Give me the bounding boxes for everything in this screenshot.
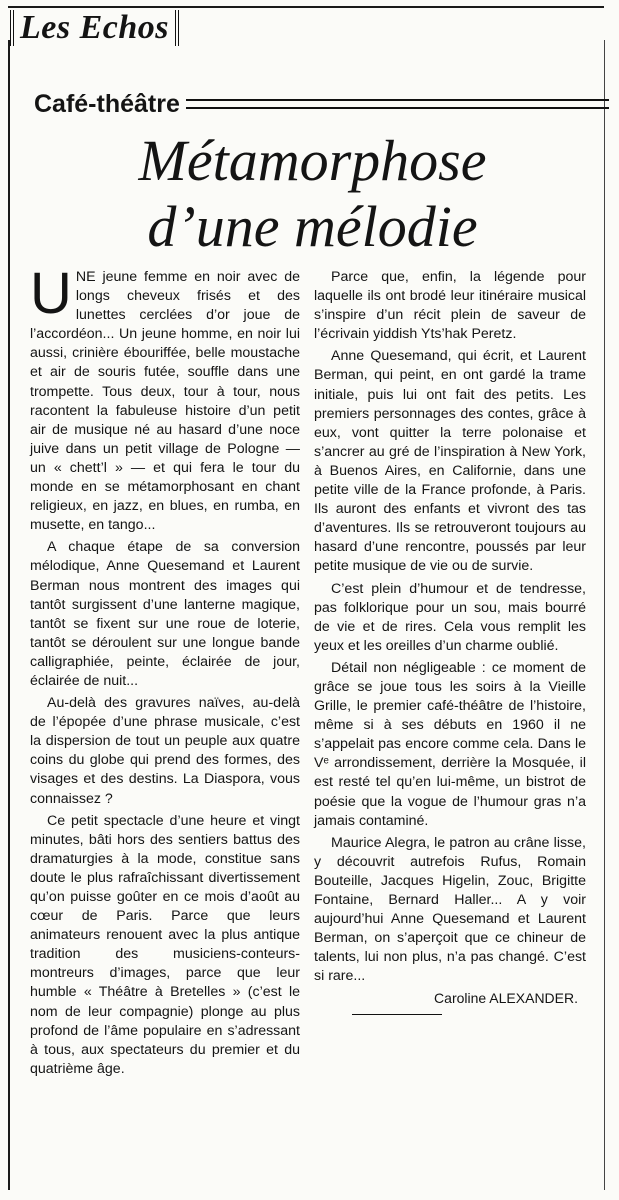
- byline: Caroline ALEXANDER.: [434, 990, 578, 1007]
- rubric-double-rule: [186, 99, 609, 109]
- paragraph: [30, 261, 300, 535]
- article-column-right: [314, 268, 586, 1015]
- masthead: [10, 4, 179, 46]
- paragraph: A chaque étape de sa conversion mélodique, Anne Quesemand et Laurent Berman nous montrent des images qui tantôt surgissent d’une lanterne magique, tantôt se fixent sur une roue de loterie, tantôt se déroulent sur une longue bande calligraphiée, peinte, éclairée de jour, éclairée de nuit...: [30, 539, 300, 689]
- headline-line-2: d’une mélodie: [147, 194, 478, 259]
- drop-cap: U: [30, 261, 72, 326]
- paragraph: Ce petit spectacle d’une heure et vingt minutes, bâti hors des sentiers battus des dramaturgies à la mode, constitue sans doute le plus rafraîchissant divertissement qu’on puisse goûter en ce mois d’août au cœur de Paris. Parce que leurs animateurs renouent avec la plus antique tradition des musiciens-conteurs-montreurs d’images, parce que leur humble « Théâtre à Bretelles » (c’est le nom de leur compagnie) plonge au plus profond de l’âme populaire en s’adressant à tous, aux spectateurs du premier et du quatrième âge.: [30, 812, 300, 1077]
- paragraph: C’est plein d’humour et de tendresse, pas folklorique pour un sou, mais bourré de vie et de rires. Cela vous remplit les yeux et les oreilles d’un charme oublié.: [314, 580, 586, 654]
- article-column-left: [30, 261, 300, 1082]
- paragraph-text: NE jeune femme en noir avec de longs cheveux frisés et des lunettes cerclées d’or joue de l’accordéon... Un jeune homme, en noir lui aussi, crinière ébouriffée, belle moustache et air de souris futée, souffle dans une trompette. Tous deux, tour à tour, nous racontent la fabuleuse histoire d’un petit air de musique né au hasard d’une noce juive dans un petit village de Pologne — un « chett’l » — et qui fera le tour du monde en se métamorphosant en chant religieux, en jazz, en blues, en rumba, en musette, en tango...: [30, 269, 300, 534]
- paragraph: Anne Quesemand, qui écrit, et Laurent Berman, qui peint, en ont gardé la trame initiale, puis lui ont fait des petits. Les premiers personnages des contes, grâce à eux, vont quitter la terre polonaise et s’ancrer au gré de l’inspiration à New York, à Buenos Aires, en Californie, dans une petite ville de la France profonde, à Paris. Ils auront des enfants et vivront des tas d’aventures. Ils se retrouveront toujours au hasard d’une rencontre, poussés par leur petite musique de vie ou de survie.: [314, 348, 586, 575]
- paragraph: Maurice Alegra, le patron au crâne lisse, y découvrit autrefois Rufus, Romain Bouteille, Jacques Higelin, Zouc, Brigitte Fontaine, Bernard Haller... A y voir aujourd’hui Anne Quesemand et Laurent Berman, on s’aperçoit que ce chineur de talents, lui non plus, n’a pas changé. C’est si rare...: [314, 834, 586, 985]
- rubric-row: [34, 90, 609, 118]
- paragraph: Détail non négligeable : ce moment de grâce se joue tous les soirs à la Vieille Grille, le premier café-théâtre de l’histoire, même si à ses débuts en 1960 il ne s’appelait pas encore comme cela. Dans le Vᵉ arrondissement, derrière la Mosquée, il est resté tel qu’en lui-même, un bistrot de poésie que la vogue de l’humour gras n’a jamais contaminé.: [314, 659, 586, 829]
- signature-rule: [352, 1014, 442, 1015]
- paragraph: Parce que, enfin, la légende pour laquelle ils ont brodé leur itinéraire musical s’inspire d’un récit plein de saveur de l’écrivain yiddish Yts’hak Peretz.: [314, 269, 586, 343]
- headline: [20, 128, 605, 260]
- page-border-left: [8, 40, 10, 1190]
- rubric-label: Café-théâtre: [34, 90, 180, 118]
- masthead-title: Les Echos: [10, 10, 179, 46]
- headline-line-1: Métamorphose: [138, 128, 487, 193]
- paragraph: Au-delà des gravures naïves, au-delà de l’épopée d’une phrase musicale, c’est la dispersion de tout un peuple aux quatre coins du globe qui prend des formes, des visages et des destins. La Diaspora, vous connaissez ?: [30, 695, 300, 807]
